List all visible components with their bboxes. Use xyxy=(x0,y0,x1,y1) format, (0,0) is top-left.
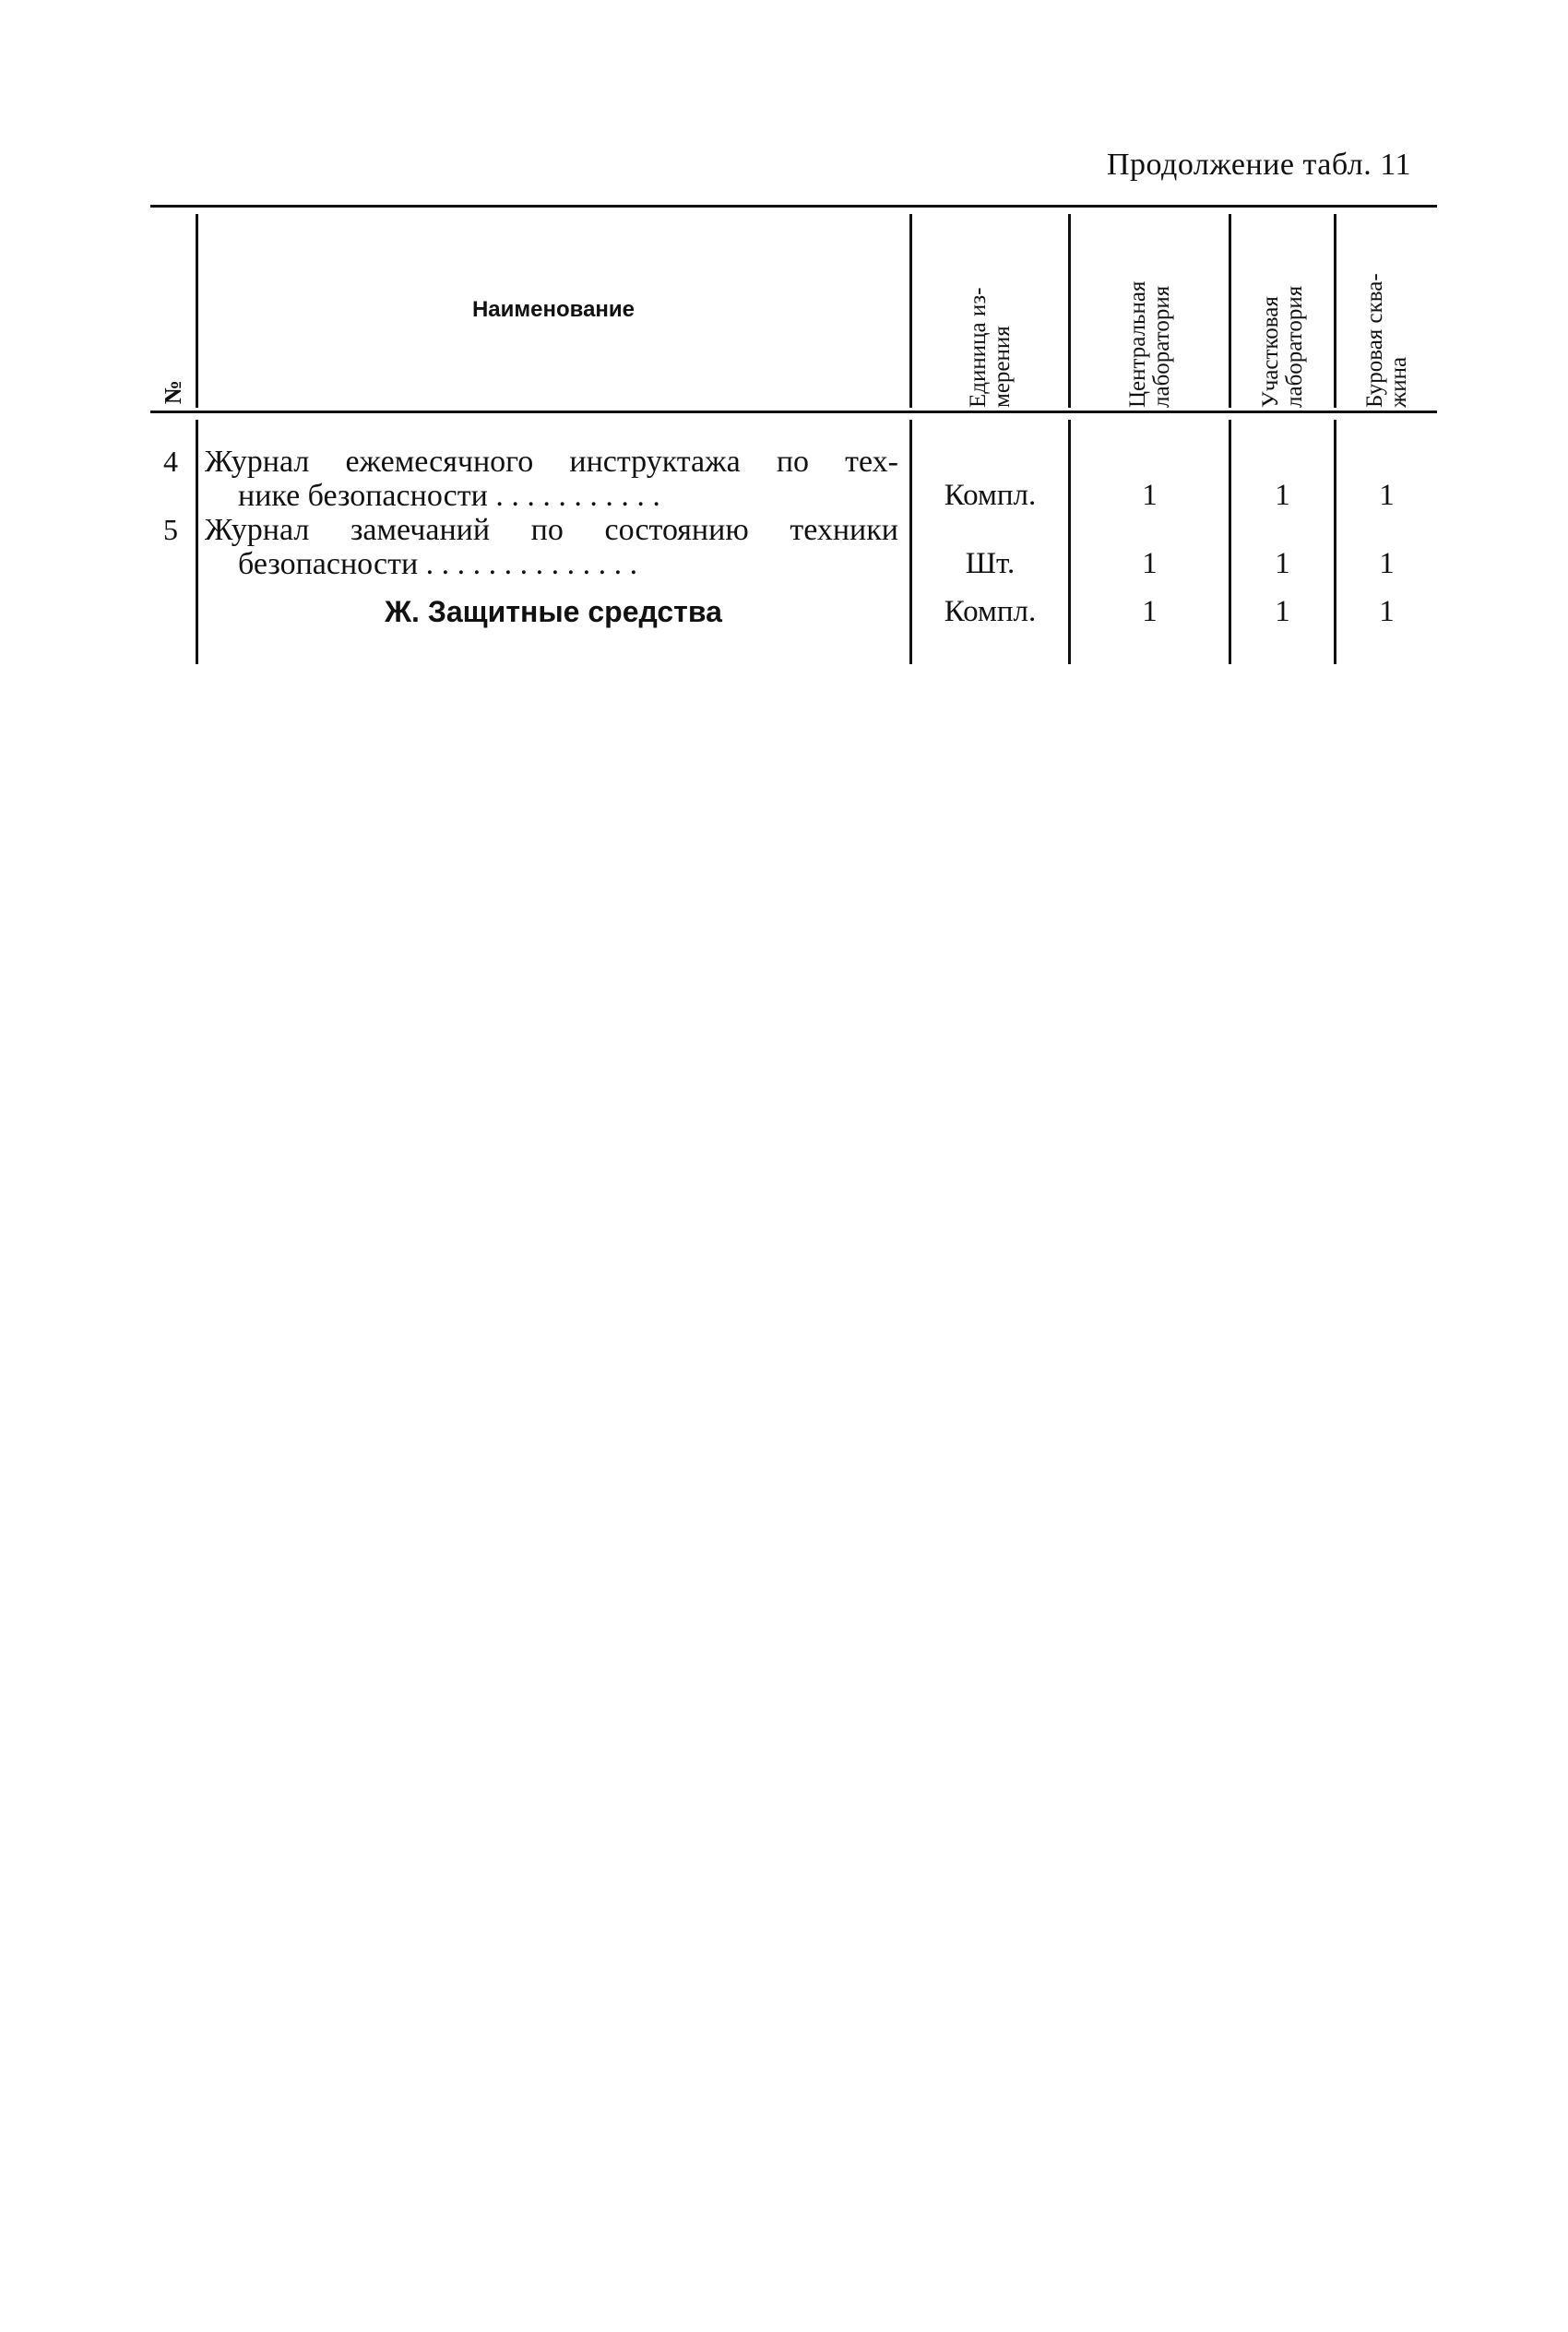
header-unit xyxy=(912,214,1068,408)
header-borehole-line1: Буровая сква- xyxy=(1361,273,1387,408)
row-unit: Шт. xyxy=(965,547,1016,580)
row-central-lab: 1 xyxy=(1142,547,1158,580)
header-borehole-line2: жина xyxy=(1385,356,1411,408)
row-borehole: 1 xyxy=(1379,479,1395,512)
dot-leader: . . . . . . . . . . . xyxy=(487,479,660,513)
word: замечаний xyxy=(350,513,491,547)
word: Журнал xyxy=(205,445,310,479)
header-unit-text xyxy=(967,214,1015,408)
row-number: 5 xyxy=(163,513,178,546)
section-title: Ж. Защитные средства xyxy=(385,595,722,628)
header-central-lab xyxy=(1071,214,1229,408)
header-section-lab-text xyxy=(1259,214,1307,408)
row-section-lab: 1 xyxy=(1275,479,1290,512)
header-unit-line2: мерения xyxy=(989,326,1015,408)
header-name: Наименование xyxy=(471,297,636,322)
row-central-lab: 1 xyxy=(1142,479,1158,512)
row-unit: Компл. xyxy=(944,479,1037,512)
header-number xyxy=(150,374,196,410)
row-name-line2 xyxy=(238,547,637,582)
row-name-line1 xyxy=(205,513,898,548)
row-name-text: нике безопасности xyxy=(238,479,488,513)
header-number-label: № xyxy=(160,379,186,405)
row-number: 4 xyxy=(163,445,178,478)
header-section-lab xyxy=(1231,214,1334,408)
word: тех- xyxy=(845,445,898,479)
row-borehole: 1 xyxy=(1379,547,1395,580)
header-bottom-rule xyxy=(150,410,1437,413)
header-central-lab-line1: Центральная xyxy=(1124,280,1150,408)
row-name-line2 xyxy=(238,479,660,514)
word: инструктажа xyxy=(569,445,741,479)
table-top-rule xyxy=(150,205,1437,208)
section-borehole: 1 xyxy=(1379,595,1395,628)
word: по xyxy=(530,513,564,547)
section-unit: Компл. xyxy=(944,595,1037,628)
header-section-lab-line1: Участковая xyxy=(1257,296,1283,408)
section-central-lab: 1 xyxy=(1142,595,1158,628)
row-name-line1 xyxy=(205,445,898,480)
header-central-lab-line2: лаборатория xyxy=(1148,285,1174,408)
header-section-lab-line2: лаборатория xyxy=(1281,285,1307,408)
word: техники xyxy=(790,513,898,547)
section-section-lab: 1 xyxy=(1275,595,1290,628)
dot-leader: . . . . . . . . . . . . . . xyxy=(418,547,638,581)
word: по xyxy=(776,445,810,479)
continuation-label: Продолжение табл. 11 xyxy=(1106,148,1411,182)
row-name-text: безопасности xyxy=(238,547,419,581)
word: Журнал xyxy=(205,513,310,547)
header-borehole xyxy=(1336,214,1437,408)
word: состоянию xyxy=(604,513,749,547)
header-borehole-text xyxy=(1363,214,1411,408)
header-central-lab-text xyxy=(1126,214,1174,408)
word: ежемесячного xyxy=(345,445,534,479)
header-unit-line1: Единица из- xyxy=(965,287,991,408)
row-section-lab: 1 xyxy=(1275,547,1290,580)
